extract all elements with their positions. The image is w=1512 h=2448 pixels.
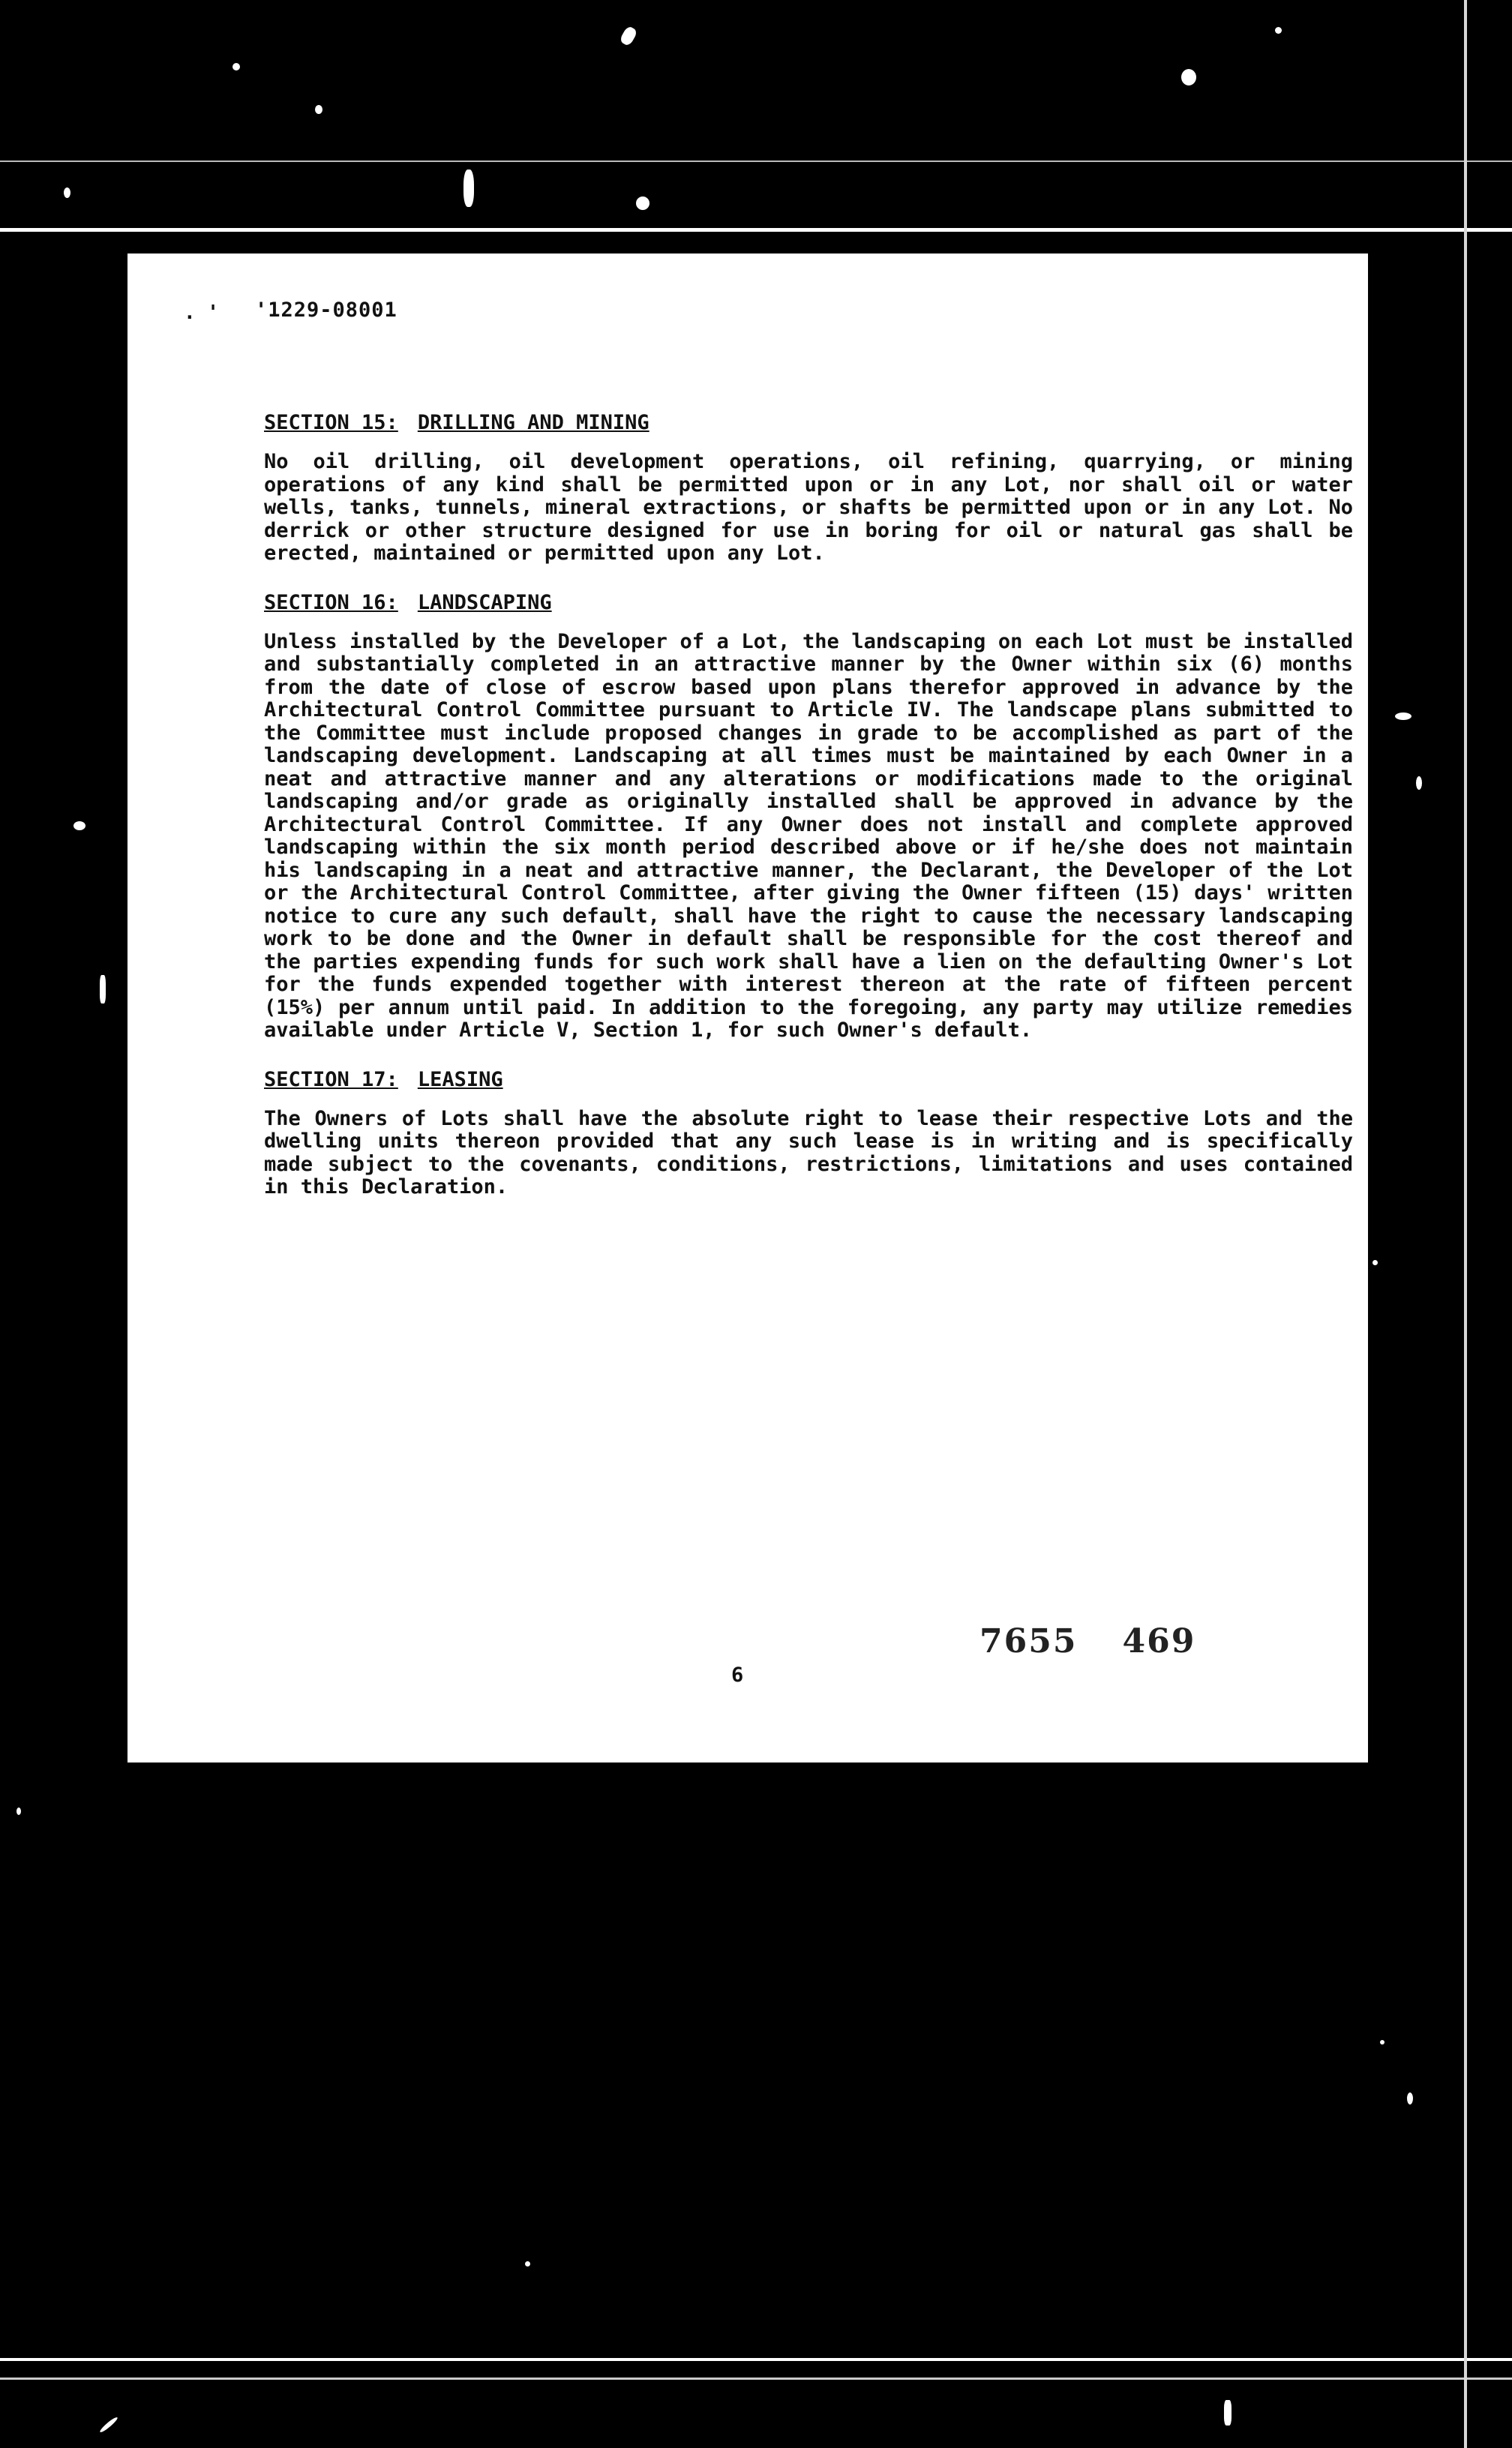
document-mark: . '	[184, 302, 219, 324]
section-number: SECTION 15:	[264, 411, 398, 434]
scan-speck	[100, 975, 106, 1004]
scan-speck	[1416, 776, 1422, 790]
section-number: SECTION 16:	[264, 590, 398, 614]
scan-speck	[1181, 69, 1196, 86]
scan-speck	[636, 196, 650, 210]
scan-speck	[16, 1808, 21, 1815]
scan-speck	[1275, 27, 1282, 34]
section-title: DRILLING AND MINING	[417, 411, 650, 434]
scan-speck	[64, 188, 70, 198]
scan-speck	[232, 63, 240, 70]
section-title: LEASING	[417, 1067, 503, 1091]
recording-book-page-stamp	[980, 1622, 1196, 1660]
document-body	[264, 411, 1353, 1225]
document-number: '1229-08001	[255, 298, 398, 322]
scan-artifact-line	[0, 2378, 1512, 2380]
scan-artifact-line	[0, 2358, 1512, 2361]
section-heading	[264, 411, 1353, 434]
section-title: LANDSCAPING	[417, 590, 552, 614]
scan-speck	[315, 105, 322, 114]
scan-speck	[1407, 2092, 1413, 2104]
document-page	[128, 254, 1368, 1762]
section-paragraph: No oil drilling, oil development operations, oil refining, quarrying, or mining operations of any kind shall be permitted upon or in any Lot, nor shall oil or water wells, tanks, tunnels, mineral extractions, or shafts be permitted upon or in any Lot. No derrick or other structure designed for use in boring for oil or natural gas shall be erected, maintained or permitted upon any Lot.	[264, 450, 1353, 565]
scan-speck	[1224, 2400, 1232, 2426]
book-page-number: 469	[1122, 1622, 1196, 1660]
section-heading	[264, 1068, 1353, 1091]
scan-speck	[619, 26, 638, 47]
section-heading	[264, 591, 1353, 614]
page-number: 6	[731, 1664, 744, 1687]
scan-speck	[1380, 2040, 1384, 2044]
scan-edge-line	[1464, 0, 1467, 2448]
scan-speck	[525, 2261, 530, 2266]
scan-speck	[1372, 1260, 1378, 1265]
scan-artifact-line	[0, 228, 1512, 232]
book-number: 7655	[980, 1622, 1078, 1660]
scan-speck	[464, 170, 474, 207]
section-paragraph: Unless installed by the Developer of a Lot, the landscaping on each Lot must be installed and substantially completed in an attractive manner by the Owner within six (6) months from the date of close of escrow based upon plans therefor approved in advance by the Architectural Control Committee pursuant to Article IV. The landscape plans submitted to the Committee must include proposed changes in grade to be accomplished as part of the landscaping development. Landscaping at all times must be maintained by each Owner in a neat and attractive manner and any alterations or modifications made to the original landscaping and/or grade as originally installed shall be approved in advance by the Architectural Control Committee. If any Owner does not install and complete approved landscaping within the six month period described above or if he/she does not maintain his landscaping in a neat and attractive manner, the Declarant, the Developer of the Lot or the Architectural Control Committee, after giving the Owner fifteen (15) days' written notice to cure any such default, shall have the right to cause the necessary landscaping work to be done and the Owner in default shall be responsible for the cost thereof and the parties expending funds for such work shall have a lien on the defaulting Owner's Lot for the funds expended together with interest thereon at the rate of fifteen percent (15%) per annum until paid. In addition to the foregoing, any party may utilize remedies available under Article V, Section 1, for such Owner's default.	[264, 629, 1353, 1042]
scan-speck	[74, 821, 86, 830]
section-number: SECTION 17:	[264, 1067, 398, 1091]
scan-artifact-line	[0, 160, 1512, 162]
scan-speck	[1395, 712, 1412, 720]
section-paragraph: The Owners of Lots shall have the absolute right to lease their respective Lots and the dwelling units thereon provided that any such lease is in writing and is specifically made subject to the covenants, conditions, restrictions, limitations and uses contained in this Declaration.	[264, 1106, 1353, 1198]
scan-speck	[99, 2416, 119, 2434]
